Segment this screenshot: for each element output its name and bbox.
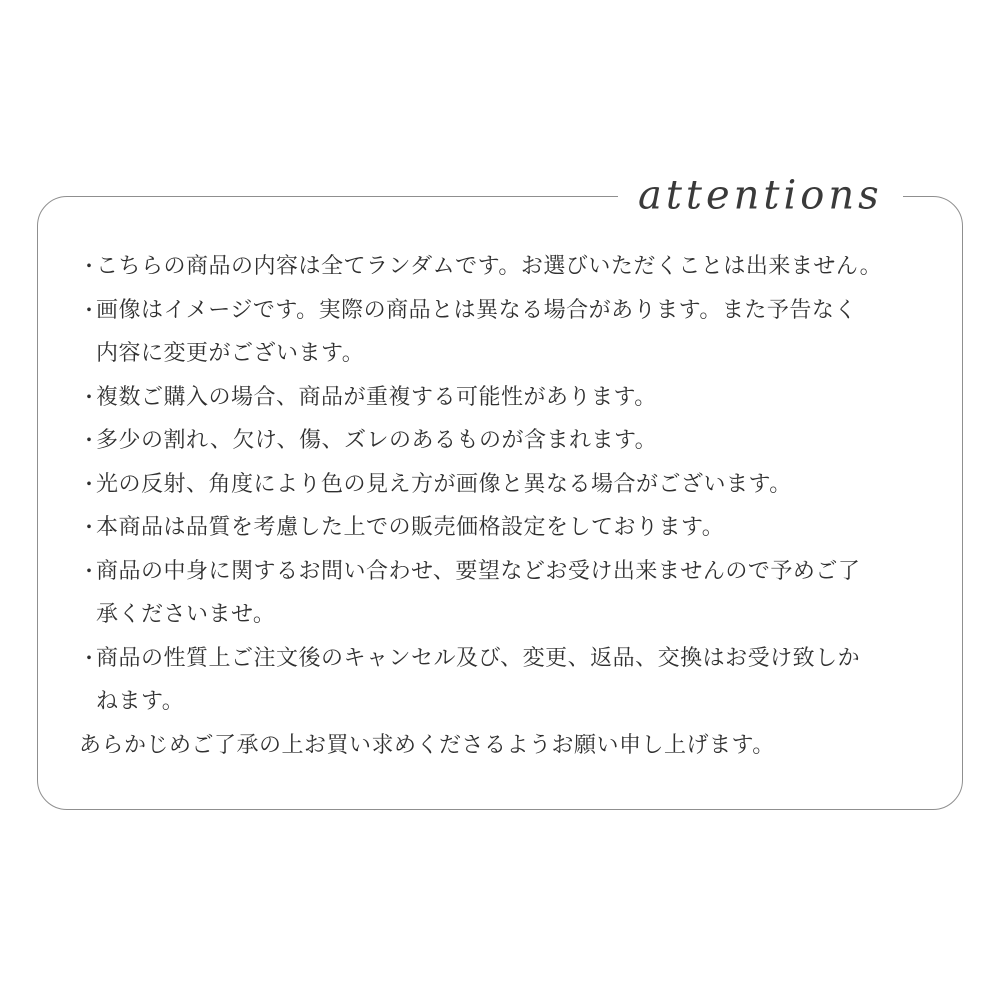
notice-text: 承くださいませ。 [96,601,276,627]
bullet-marker: ・ [79,517,100,540]
notice-text: 商品の性質上ご注文後のキャンセル及び、変更、返品、交換はお受け致しか [96,644,861,670]
bullet-marker: ・ [79,299,100,322]
notice-text: ねます。 [96,688,185,714]
notice-line [79,417,932,461]
notice-line [79,548,932,592]
bullet-marker: ・ [79,473,100,496]
notice-line [79,243,932,287]
notice-line-continuation [79,678,932,722]
bullet-marker: ・ [79,430,100,453]
bullet-marker: ・ [79,647,100,670]
notice-line-continuation [79,330,932,374]
bullet-marker: ・ [79,256,100,279]
notice-text: 商品の中身に関するお問い合わせ、要望などお受け出来ませんので予めご了 [96,557,861,583]
notice-line [79,461,932,505]
notice-text: 複数ご購入の場合、商品が重複する可能性があります。 [96,383,657,409]
notice-text: 内容に変更がございます。 [96,340,365,366]
notice-text: あらかじめご了承の上お買い求めくださるようお願い申し上げます。 [79,731,775,757]
attention-card [37,172,963,810]
notice-text: 多少の割れ、欠け、傷、ズレのあるものが含まれます。 [96,427,658,453]
notice-line-continuation [79,591,932,635]
bullet-marker: ・ [79,386,100,409]
notice-line-closing [79,722,932,766]
notice-text: 画像はイメージです。実際の商品とは異なる場合があります。また予告なく [96,296,857,322]
notice-line [79,504,932,548]
notice-text: こちらの商品の内容は全てランダムです。お選びいただくことは出来ません。 [96,253,883,279]
card-title: attentions [618,175,903,215]
notice-line [79,374,932,418]
notice-list [38,197,962,765]
notice-text: 光の反射、角度により色の見え方が画像と異なる場合がございます。 [96,470,792,496]
notice-line [79,635,932,679]
bullet-marker: ・ [79,560,100,583]
notice-text: 本商品は品質を考慮した上での販売価格設定をしております。 [96,514,725,540]
notice-line [79,287,932,331]
